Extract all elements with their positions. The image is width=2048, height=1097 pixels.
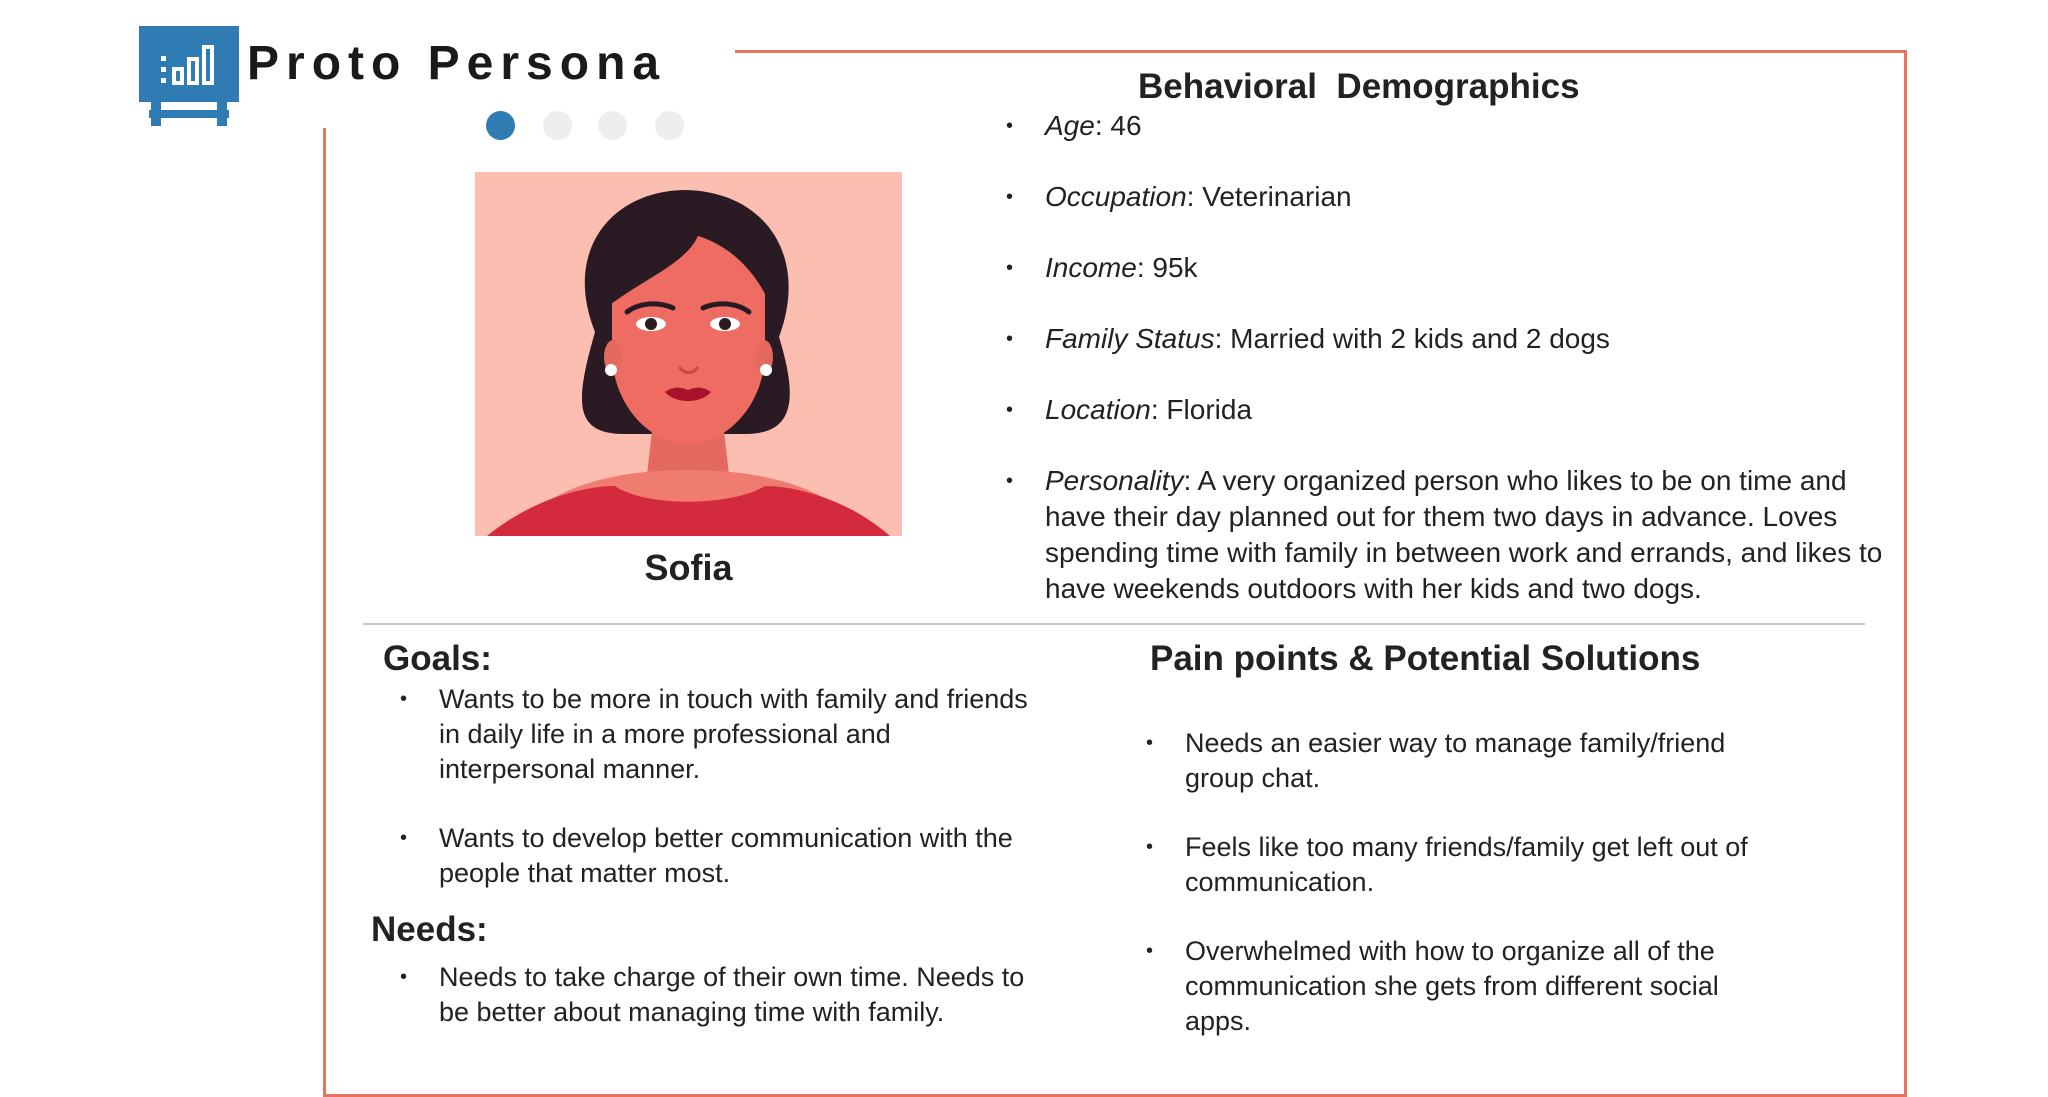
- carousel-dot[interactable]: [543, 111, 572, 140]
- section-divider: [363, 623, 1865, 625]
- list-item: • Needs an easier way to manage family/friend group chat.: [1146, 726, 1786, 796]
- list-item: • Wants to develop better communication with the people that matter most.: [400, 821, 1030, 891]
- carousel-dot-active[interactable]: [486, 111, 515, 140]
- list-item: [1006, 321, 1896, 357]
- demographic-label: Age: [1045, 110, 1095, 141]
- chart-presentation-icon: [139, 26, 239, 102]
- logo-easel-bar: [149, 110, 229, 118]
- demographic-value: : 95k: [1136, 252, 1198, 283]
- pain-points-list: [1146, 726, 1786, 1073]
- list-item: • Feels like too many friends/family get left out of communication.: [1146, 830, 1786, 900]
- goals-list: [400, 682, 1030, 925]
- pain-points-title: Pain points & Potential Solutions: [1150, 639, 1701, 678]
- demographic-value: : Married with 2 kids and 2 dogs: [1214, 323, 1610, 354]
- frame-top-border: [735, 50, 1907, 53]
- list-item: [1006, 250, 1896, 286]
- demographic-label: Occupation: [1045, 181, 1187, 212]
- list-item: [1006, 392, 1896, 428]
- frame-right-border: [1904, 50, 1907, 1097]
- list-item: • Wants to be more in touch with family and friends in daily life in a more professional and interpersonal manner.: [400, 682, 1030, 787]
- list-item: • Needs to take charge of their own time. Needs to be better about managing time with family.: [400, 960, 1030, 1030]
- demographics-title: Behavioral Demographics: [1138, 67, 1580, 106]
- list-item: • Overwhelmed with how to organize all of the communication she gets from different social apps.: [1146, 934, 1786, 1039]
- demographic-label: Personality: [1045, 465, 1184, 496]
- persona-name: Sofia: [644, 547, 733, 588]
- demographic-value: : 46: [1094, 110, 1142, 141]
- demographic-label: Family Status: [1045, 323, 1215, 354]
- list-item: [1006, 108, 1896, 144]
- carousel-dot[interactable]: [598, 111, 627, 140]
- needs-list: [400, 960, 1030, 1030]
- demographic-value: : A very organized person who likes to be on time and have their day planned out for them two days in advance. Loves spending time with family in between work and errands, and likes to have weekends outdoors with her kids and two dogs.: [1045, 465, 1883, 604]
- persona-portrait: [475, 172, 902, 536]
- demographic-value: : Veterinarian: [1186, 181, 1352, 212]
- demographic-value: : Florida: [1150, 394, 1253, 425]
- list-item: [1006, 463, 1896, 607]
- needs-title: Needs:: [371, 910, 488, 949]
- frame-left-border: [323, 128, 326, 1097]
- carousel-dot[interactable]: [655, 111, 684, 140]
- list-item: [1006, 179, 1896, 215]
- goals-title: Goals:: [383, 639, 492, 678]
- demographic-label: Location: [1045, 394, 1151, 425]
- demographic-label: Income: [1045, 252, 1137, 283]
- logo-text: Proto Persona: [247, 37, 667, 90]
- demographics-list: [1006, 108, 1896, 607]
